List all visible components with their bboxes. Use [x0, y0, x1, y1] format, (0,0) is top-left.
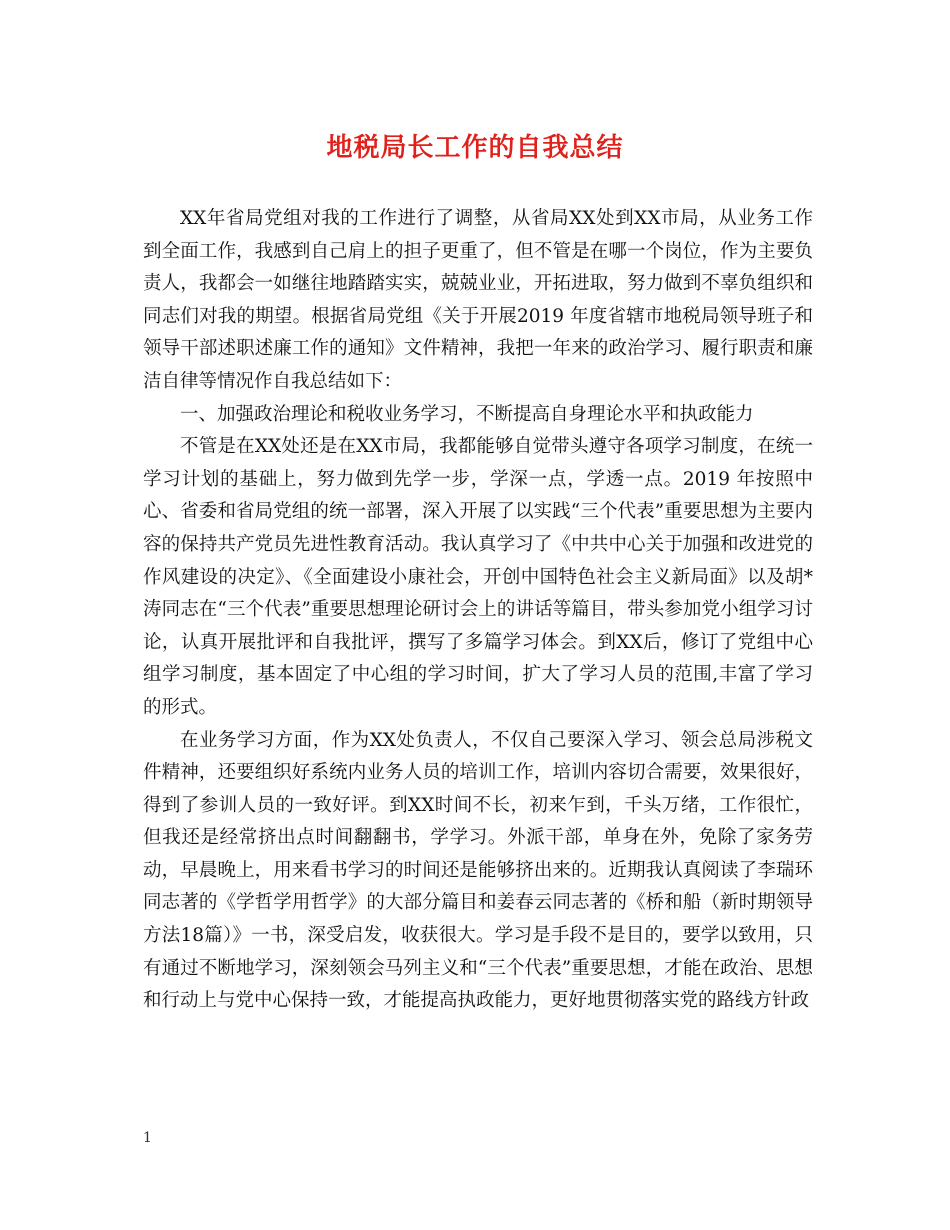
page-number: 1	[143, 1130, 152, 1146]
paragraph-intro: XX年省局党组对我的工作进行了调整，从省局XX处到XX市局，从业务工作到全面工作，我感到自己肩上的担子更重了，但不管是在哪一个岗位，作为主要负责人，我都会一如继往地踏踏实实，兢兢业业，开拓进取，努力做到不辜负组织和同志们对我的期望。根据省局党组《关于开展2019 年度省辖市地税局领导班子和领导干部述职述廉工作的通知》文件精神，我把一年来的政治学习、履行职责和廉洁自律等情况作自我总结如下：	[143, 208, 813, 392]
document-title: 地税局长工作的自我总结	[326, 133, 624, 163]
document-body	[143, 203, 813, 1018]
section-heading-1: 一、加强政治理论和税收业务学习，不断提高自身理论水平和执政能力	[180, 403, 754, 425]
paragraph-political-study: 不管是在XX处还是在XX市局，我都能够自觉带头遵守各项学习制度，在统一学习计划的基础上，努力做到先学一步，学深一点，学透一点。2019 年按照中心、省委和省局党组的统一部署，深入开展了以实践“三个代表”重要思想为主要内容的保持共产党员先进性教育活动。我认真学习了《中共中心关于加强和改进党的作风建设的决定》、《全面建设小康社会，开创中国特色社会主义新局面》以及胡*涛同志在“三个代表”重要思想理论研讨会上的讲话等篇目，带头参加党小组学习讨论，认真开展批评和自我批评，撰写了多篇学习体会。到XX后，修订了党组中心组学习制度，基本固定了中心组的学习时间，扩大了学习人员的范围,丰富了学习的形式。	[143, 436, 813, 718]
paragraph-business-study: 在业务学习方面，作为XX处负责人，不仅自己要深入学习、领会总局涉税文件精神，还要组织好系统内业务人员的培训工作，培训内容切合需要，效果很好，得到了参训人员的一致好评。到XX时间不长，初来乍到，千头万绪，工作很忙，但我还是经常挤出点时间翻翻书，学学习。外派干部，单身在外，免除了家务劳动，早晨晚上，用来看书学习的时间还是能够挤出来的。近期我认真阅读了李瑞环同志著的《学哲学用哲学》的大部分篇目和姜春云同志著的《桥和船（新时期领导方法18篇）》一书，深受启发，收获很大。学习是手段不是目的，要学以致用，只有通过不断地学习，深刻领会马列主义和“三个代表”重要思想，才能在政治、思想和行动上与党中心保持一致，才能提高执政能力，更好地贯彻落实党的路线方针政	[143, 729, 813, 1012]
